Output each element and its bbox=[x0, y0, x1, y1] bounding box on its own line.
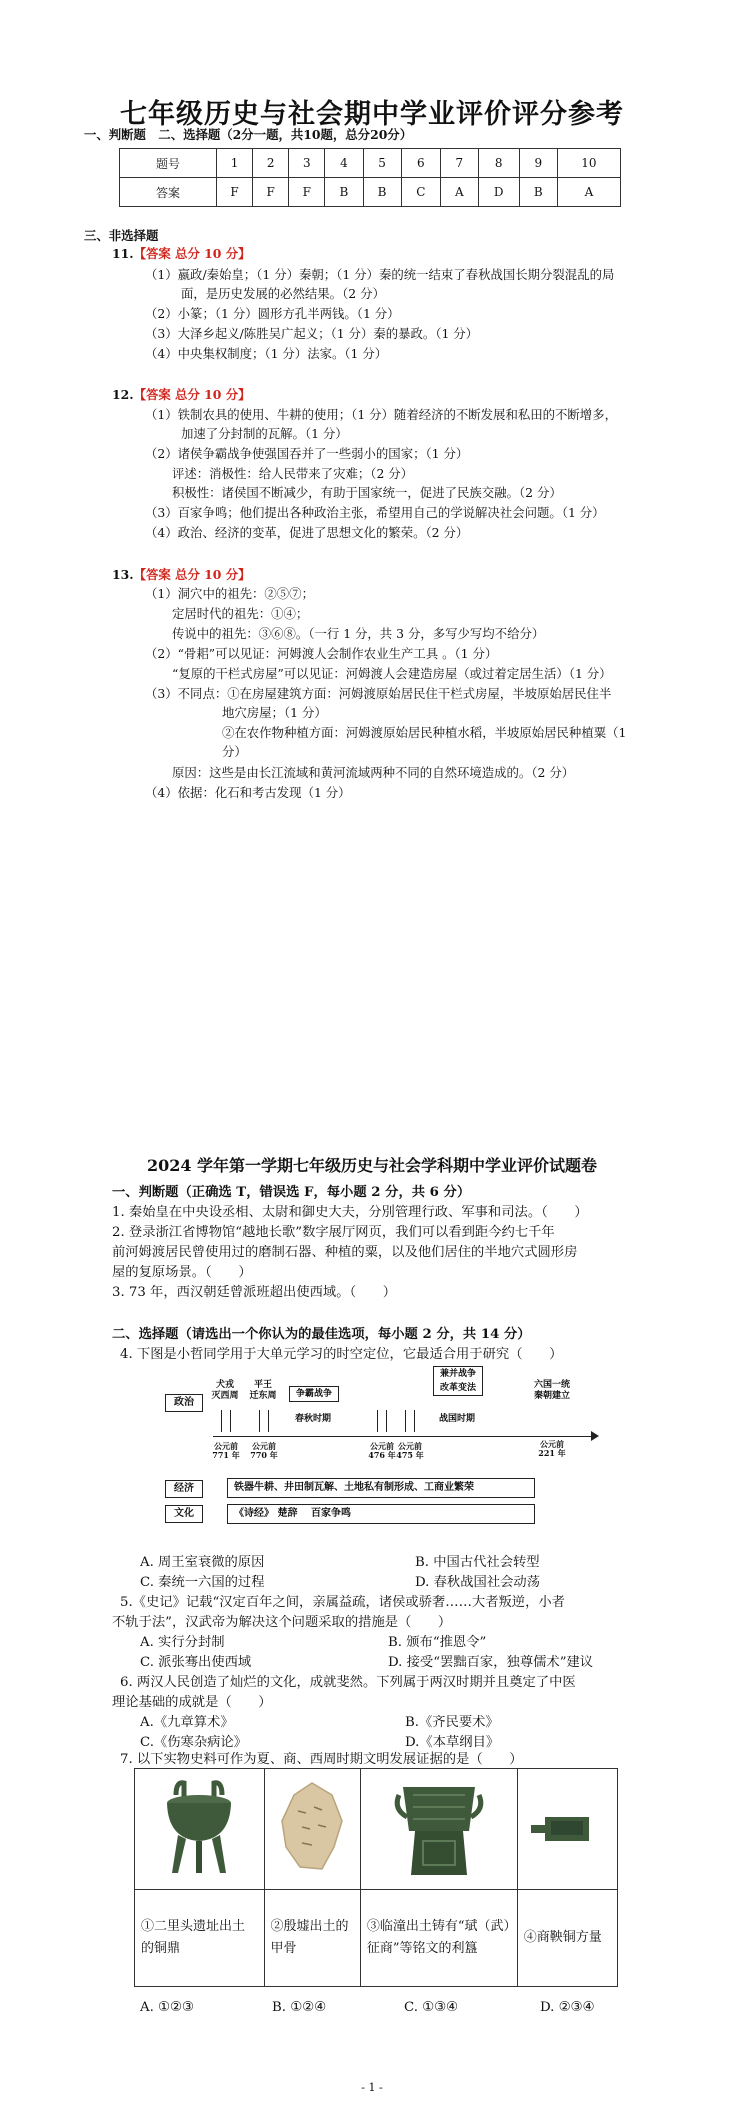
q6-stem: 理论基础的成就是（ ） bbox=[112, 1695, 272, 1710]
period-spring-autumn: 春秋时期 bbox=[294, 1414, 331, 1424]
table-cell: 9 bbox=[519, 149, 557, 178]
q7-option-a: A. ①②③ bbox=[140, 2000, 194, 2015]
artifact-cell-li-gui bbox=[360, 1769, 517, 1890]
answer-tag: 【答案 总分 10 分】 bbox=[133, 246, 251, 261]
q13-line: （4）依据：化石和考古发现（1 分） bbox=[145, 785, 351, 800]
q13-line: 原因：这些是由长江流域和黄河流域两种不同的自然环境造成的。（2 分） bbox=[172, 765, 575, 780]
q5-stem: 5.《史记》记载“汉定百年之间，亲属益疏，诸侯或骄奢……大者叛逆，小者 bbox=[120, 1595, 565, 1610]
box-text: 兼并战争 bbox=[439, 1369, 476, 1379]
table-cell: 1 bbox=[216, 149, 252, 178]
q12-line: 评述：消极性：给人民带来了灾难；（2 分） bbox=[172, 466, 414, 481]
row-label-economy: 经济 bbox=[165, 1480, 203, 1498]
q6-stem: 6. 两汉人民创造了灿烂的文化，成就斐然。下列属于两汉时期并且奠定了中医 bbox=[120, 1675, 576, 1690]
q11-line: （3）大泽乡起义/陈胜吴广起义；（1 分）秦的暴政。（1 分） bbox=[145, 326, 479, 341]
table-cell: C bbox=[401, 178, 440, 207]
q5-stem: 不轨于法”，汉武帝为解决这个问题采取的措施是（ ） bbox=[112, 1615, 452, 1630]
q5-option-a: A. 实行分封制 bbox=[140, 1635, 225, 1650]
page-number: - 1 - bbox=[361, 2081, 383, 2094]
q11-heading bbox=[112, 245, 250, 263]
table-cell: B bbox=[519, 178, 557, 207]
date-text: 公元前 bbox=[252, 1441, 276, 1451]
q13-line: 定居时代的祖先：①④； bbox=[172, 606, 309, 621]
question-number: 11. bbox=[112, 246, 134, 261]
up-down-arrow-icon bbox=[259, 1410, 269, 1432]
event-qin-unify bbox=[525, 1380, 579, 1402]
period-warring-states: 战国时期 bbox=[438, 1414, 475, 1424]
q12-line: 积极性：诸侯国不断减少，有助于国家统一，促进了民族交融。（2 分） bbox=[172, 485, 562, 500]
artifact-cell-ding bbox=[135, 1769, 265, 1890]
q13-line: （1）洞穴中的祖先：②⑤⑦； bbox=[145, 586, 314, 601]
artifact-caption-row bbox=[135, 1890, 618, 1987]
question-number: 12. bbox=[112, 387, 134, 402]
table-cell: 7 bbox=[441, 149, 478, 178]
exam-title: 2024 学年第一学期七年级历史与社会学科期中学业评价试题卷 bbox=[146, 1156, 598, 1175]
q13-line: 分） bbox=[222, 744, 247, 759]
up-down-arrow-icon bbox=[221, 1410, 231, 1432]
table-cell: B bbox=[325, 178, 363, 207]
event-text: 灭西周 bbox=[211, 1391, 239, 1401]
row-label-culture: 文化 bbox=[165, 1505, 203, 1523]
judge-line: 屋的复原场景。（ ） bbox=[112, 1265, 252, 1280]
answer-tag: 【答案 总分 10 分】 bbox=[133, 567, 251, 582]
artifact-cell-oracle-bone bbox=[264, 1769, 360, 1890]
box-merger bbox=[433, 1366, 483, 1396]
table-cell: D bbox=[478, 178, 519, 207]
judge-line: 2. 登录浙江省博物馆“越地长歌”数字展厅网页，我们可以看到距今约七千年 bbox=[112, 1225, 555, 1240]
box-hegemony: 争霸战争 bbox=[289, 1386, 339, 1402]
date-770 bbox=[247, 1442, 281, 1460]
date-text: 770 年 bbox=[250, 1450, 278, 1460]
q7-option-c: C. ①③④ bbox=[404, 2000, 458, 2015]
date-text: 公元前 bbox=[370, 1441, 394, 1451]
q12-line: （4）政治、经济的变革，促进了思想文化的繁荣。（2 分） bbox=[145, 525, 469, 540]
q12-line: （3）百家争鸣；他们提出各种政治主张，希望用自己的学说解决社会问题。（1 分） bbox=[145, 505, 605, 520]
table-cell: 8 bbox=[478, 149, 519, 178]
date-771 bbox=[209, 1442, 243, 1460]
q4-option-c: C. 秦统一六国的过程 bbox=[140, 1575, 265, 1590]
q6-option-a: A.《九章算术》 bbox=[140, 1715, 234, 1730]
q11-line: （4）中央集权制度；（1 分）法家。（1 分） bbox=[145, 346, 388, 361]
q5-option-d: D. 接受“罢黜百家，独尊儒术”建议 bbox=[388, 1655, 594, 1670]
bronze-ding-icon bbox=[154, 1777, 244, 1877]
artifact-caption: ④商鞅铜方量 bbox=[517, 1890, 617, 1987]
event-pingwang bbox=[243, 1380, 283, 1402]
artifact-caption: ①二里头遗址出土的铜鼎 bbox=[135, 1890, 265, 1987]
q6-option-b: B.《齐民要术》 bbox=[405, 1715, 499, 1730]
table-cell: 6 bbox=[401, 149, 440, 178]
q13-line: 地穴房屋；（1 分） bbox=[222, 705, 327, 720]
page-title: 七年级历史与社会期中学业评价评分参考 bbox=[120, 99, 624, 130]
table-cell: A bbox=[441, 178, 478, 207]
q4-stem: 4. 下图是小哲同学用于大单元学习的时空定位，它最适合用于研究（ ） bbox=[120, 1347, 563, 1362]
event-xirong bbox=[205, 1380, 245, 1402]
date-text: 公元前 bbox=[214, 1441, 238, 1451]
artifact-image-row bbox=[135, 1769, 618, 1890]
q4-option-d: D. 春秋战国社会动荡 bbox=[415, 1575, 541, 1590]
table-cell: 10 bbox=[557, 149, 620, 178]
event-text: 秦朝建立 bbox=[533, 1391, 570, 1401]
answer-table bbox=[119, 148, 621, 207]
judge-line: 3. 73 年，西汉朝廷曾派班超出使西域。（ ） bbox=[112, 1285, 397, 1300]
table-cell: 5 bbox=[363, 149, 401, 178]
q12-line: （1）铁制农具的使用、牛耕的使用；（1 分）随着经济的不断发展和私田的不断增多， bbox=[145, 407, 617, 422]
li-gui-icon bbox=[389, 1775, 489, 1879]
section-heading-judge: 一、判断题（正确选 T，错误选 F，每小题 2 分，共 6 分） bbox=[112, 1185, 471, 1200]
q11-line: （1）嬴政/秦始皇；（1 分）秦朝；（1 分）秦的统一结束了春秋战国长期分裂混乱的局 bbox=[145, 267, 615, 282]
question-number: 13. bbox=[112, 567, 134, 582]
date-text: 公元前 bbox=[398, 1441, 422, 1451]
up-down-arrow-icon bbox=[405, 1410, 415, 1432]
q13-heading bbox=[112, 566, 250, 584]
artifact-caption: ②殷墟出土的甲骨 bbox=[264, 1890, 360, 1987]
date-text: 公元前 bbox=[540, 1439, 564, 1449]
artifact-caption: ③临潼出土铸有“珷（武）征商”等铭文的利簋 bbox=[360, 1890, 517, 1987]
oracle-bone-icon bbox=[272, 1777, 352, 1877]
q6-option-d: D.《本草纲目》 bbox=[405, 1735, 500, 1750]
culture-band: 《诗经》 楚辞 百家争鸣 bbox=[227, 1504, 535, 1524]
q7-stem: 7. 以下实物史料可作为夏、商、西周时期文明发展证据的是（ ） bbox=[120, 1752, 523, 1767]
event-text: 平王 bbox=[253, 1380, 272, 1390]
q5-option-c: C. 派张骞出使西域 bbox=[140, 1655, 252, 1670]
judge-line: 前河姆渡居民曾使用过的磨制石器、种植的粟，以及他们居住的半地穴式圆形房 bbox=[112, 1245, 578, 1260]
economy-band: 铁器牛耕、井田制瓦解、土地私有制形成、工商业繁荣 bbox=[227, 1478, 535, 1498]
table-cell: 3 bbox=[289, 149, 325, 178]
q13-line: （2）“骨耜”可以见证：河姆渡人会制作农业生产工具 。（1 分） bbox=[145, 646, 498, 661]
date-text: 475 年 bbox=[396, 1450, 424, 1460]
section-heading-3: 三、非选择题 bbox=[84, 228, 159, 243]
timeline-axis bbox=[213, 1436, 593, 1437]
q6-option-c: C.《伤寒杂病论》 bbox=[140, 1735, 248, 1750]
answer-tag: 【答案 总分 10 分】 bbox=[133, 387, 251, 402]
event-text: 六国一统 bbox=[533, 1380, 570, 1390]
q12-line: 加速了分封制的瓦解。（1 分） bbox=[181, 426, 348, 441]
table-cell: 题号 bbox=[120, 149, 217, 178]
artifact-table bbox=[134, 1768, 618, 1987]
q13-line: ②在农作物种植方面：河姆渡原始居民种植水稻，半坡原始居民种植粟（1 bbox=[222, 725, 627, 740]
table-cell: A bbox=[557, 178, 620, 207]
q12-heading bbox=[112, 386, 250, 404]
event-text: 犬戎 bbox=[215, 1380, 234, 1390]
table-cell: 4 bbox=[325, 149, 363, 178]
artifact-cell-measure bbox=[517, 1769, 617, 1890]
q13-line: “复原的干栏式房屋”可以见证：河姆渡人会建造房屋（或过着定居生活）（1 分） bbox=[172, 666, 612, 681]
date-221 bbox=[535, 1440, 569, 1458]
q4-option-b: B. 中国古代社会转型 bbox=[415, 1555, 540, 1570]
table-cell: B bbox=[363, 178, 401, 207]
date-text: 476 年 bbox=[368, 1450, 396, 1460]
answer-table-row-answers bbox=[120, 178, 621, 207]
date-text: 771 年 bbox=[212, 1450, 240, 1460]
axis-arrow-icon bbox=[591, 1431, 599, 1441]
judge-line: 1. 秦始皇在中央设丞相、太尉和御史大夫，分別管理行政、军事和司法。（ ） bbox=[112, 1205, 588, 1220]
timeline-diagram bbox=[165, 1369, 605, 1530]
q11-line: 面，是历史发展的必然结果。（2 分） bbox=[181, 286, 385, 301]
table-cell: F bbox=[289, 178, 325, 207]
q12-line: （2）诸侯争霸战争使强国吞并了一些弱小的国家；（1 分） bbox=[145, 446, 469, 461]
q4-option-a: A. 周王室衰微的原因 bbox=[140, 1555, 265, 1570]
box-text: 改革变法 bbox=[439, 1383, 476, 1393]
table-cell: 答案 bbox=[120, 178, 217, 207]
date-text: 221 年 bbox=[538, 1448, 566, 1458]
q13-line: 传说中的祖先：③⑥⑧。（一行 1 分，共 3 分，多写少写均不给分） bbox=[172, 626, 545, 641]
q13-line: （3）不同点：①在房屋建筑方面：河姆渡原始居民住干栏式房屋，半坡原始居民住半 bbox=[145, 686, 612, 701]
q11-line: （2）小篆；（1 分）圆形方孔半两钱。（1 分） bbox=[145, 306, 400, 321]
table-cell: 2 bbox=[253, 149, 289, 178]
section-heading-choice: 二、选择题（请选出一个你认为的最佳选项，每小题 2 分，共 14 分） bbox=[112, 1327, 531, 1342]
bronze-measure-icon bbox=[527, 1797, 607, 1857]
q5-option-b: B. 颁布“推恩令” bbox=[388, 1635, 487, 1650]
answer-table-row-numbers bbox=[120, 149, 621, 178]
table-cell: F bbox=[216, 178, 252, 207]
q7-option-d: D. ②③④ bbox=[540, 2000, 595, 2015]
q7-option-b: B. ①②④ bbox=[272, 2000, 326, 2015]
section-heading-1: 一、判断题 二、选择题（2分一题，共10题，总分20分） bbox=[84, 127, 413, 142]
table-cell: F bbox=[253, 178, 289, 207]
row-label-politics: 政治 bbox=[165, 1394, 203, 1412]
up-down-arrow-icon bbox=[377, 1410, 387, 1432]
date-475 bbox=[393, 1442, 427, 1460]
event-text: 迁东周 bbox=[249, 1391, 277, 1401]
